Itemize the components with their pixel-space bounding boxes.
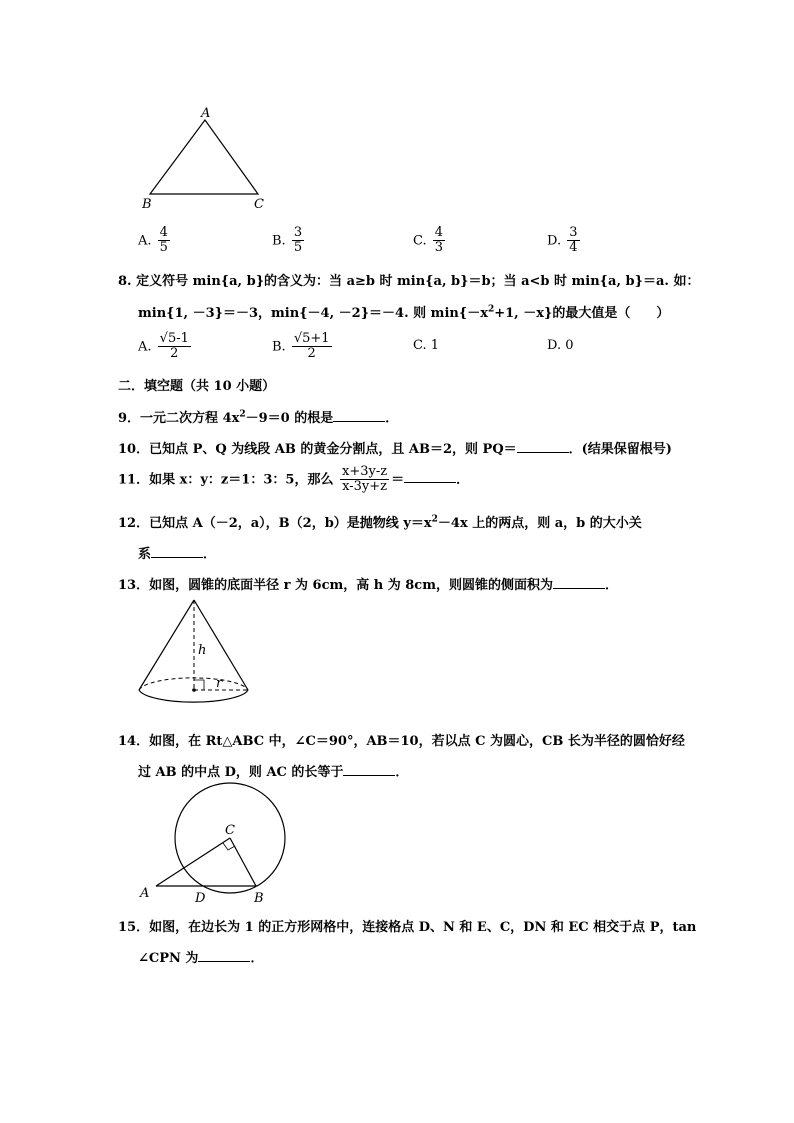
q11: 11．如果 x：y：z＝1：3：5，那么 $\frac{x+3y-z}{x-3y+z}$ ＝ ． [118, 464, 470, 495]
label-b: B [142, 197, 152, 212]
label-c: C [225, 823, 235, 838]
q14-line2: 过 AB 的中点 D，则 AC 的长等于 ． [138, 765, 409, 780]
q7-option-d: D. $\frac{3}{4}$ [547, 225, 578, 256]
label-a: A [140, 886, 150, 901]
q12-line2: 系 ． [138, 547, 217, 562]
q7-option-c: C. $\frac{4}{3}$ [413, 225, 444, 256]
circle-figure [132, 780, 302, 910]
q14-line1: 14．如图，在 Rt△ABC 中，∠C＝90°，AB＝10，若以点 C 为圆心，CB 长为半径的圆恰好经 [118, 734, 685, 749]
q8-line1: 8. 定义符号 min{a, b}的含义为：当 a≥b 时 min{a, b}＝b；当 a<b 时 min{a, b}＝a. 如： [118, 274, 700, 289]
q12-line1: 12．已知点 A（－2，a），B（2，b）是抛物线 $y=x^2-4x$ 上的两点，则 a，b 的大小关 [118, 514, 642, 531]
q10: 10．已知点 P、Q 为线段 AB 的黄金分割点，且 AB＝2，则 PQ＝ ．(结果保留根号) [118, 442, 672, 457]
q12-answer-blank[interactable] [151, 545, 203, 558]
q7-option-a: A. $\frac{4}{5}$ [138, 225, 168, 256]
q7-option-b: B. $\frac{3}{5}$ [272, 225, 303, 256]
q8-line2: min{1, －3}＝－3，min{－4, －2}＝－4. 则 $\min\{-x^2+1$, －x}的最大值是（ ） [138, 304, 670, 321]
label-h: h [198, 643, 207, 658]
q15-line2: ∠CPN 为 ． [138, 951, 264, 966]
q8-option-c: C. 1 [413, 338, 440, 353]
q8-option-d: D. 0 [547, 338, 574, 353]
q15-line1: 15．如图，在边长为 1 的正方形网格中，连接格点 D、N 和 E、C，DN 和 EC 相交于点 P，tan [118, 920, 697, 935]
label-b: B [254, 891, 264, 906]
q9: 9．一元二次方程 $4x^2-9=0$ 的根是 ． [118, 409, 399, 426]
cone-figure [130, 596, 260, 711]
label-d: D [195, 891, 206, 906]
q9-answer-blank[interactable] [333, 409, 385, 422]
q13: 13．如图，圆锥的底面半径 r 为 6cm，高 h 为 8cm，则圆锥的侧面积为 ． [118, 578, 618, 593]
triangle-figure [136, 100, 276, 212]
q11-answer-blank[interactable] [404, 470, 456, 483]
q10-answer-blank[interactable] [517, 440, 569, 453]
q13-answer-blank[interactable] [553, 576, 605, 589]
q14-answer-blank[interactable] [343, 763, 395, 776]
q8-option-a: A. $\frac{√5-1}{2}$ [138, 331, 189, 362]
label-c: C [254, 197, 264, 212]
q15-answer-blank[interactable] [198, 949, 250, 962]
label-a: A [201, 106, 211, 121]
label-r: r [216, 676, 223, 691]
q8-option-b: B. $\frac{√5+1}{2}$ [272, 331, 330, 362]
section2-title: 二．填空题（共 10 小题） [118, 379, 276, 394]
